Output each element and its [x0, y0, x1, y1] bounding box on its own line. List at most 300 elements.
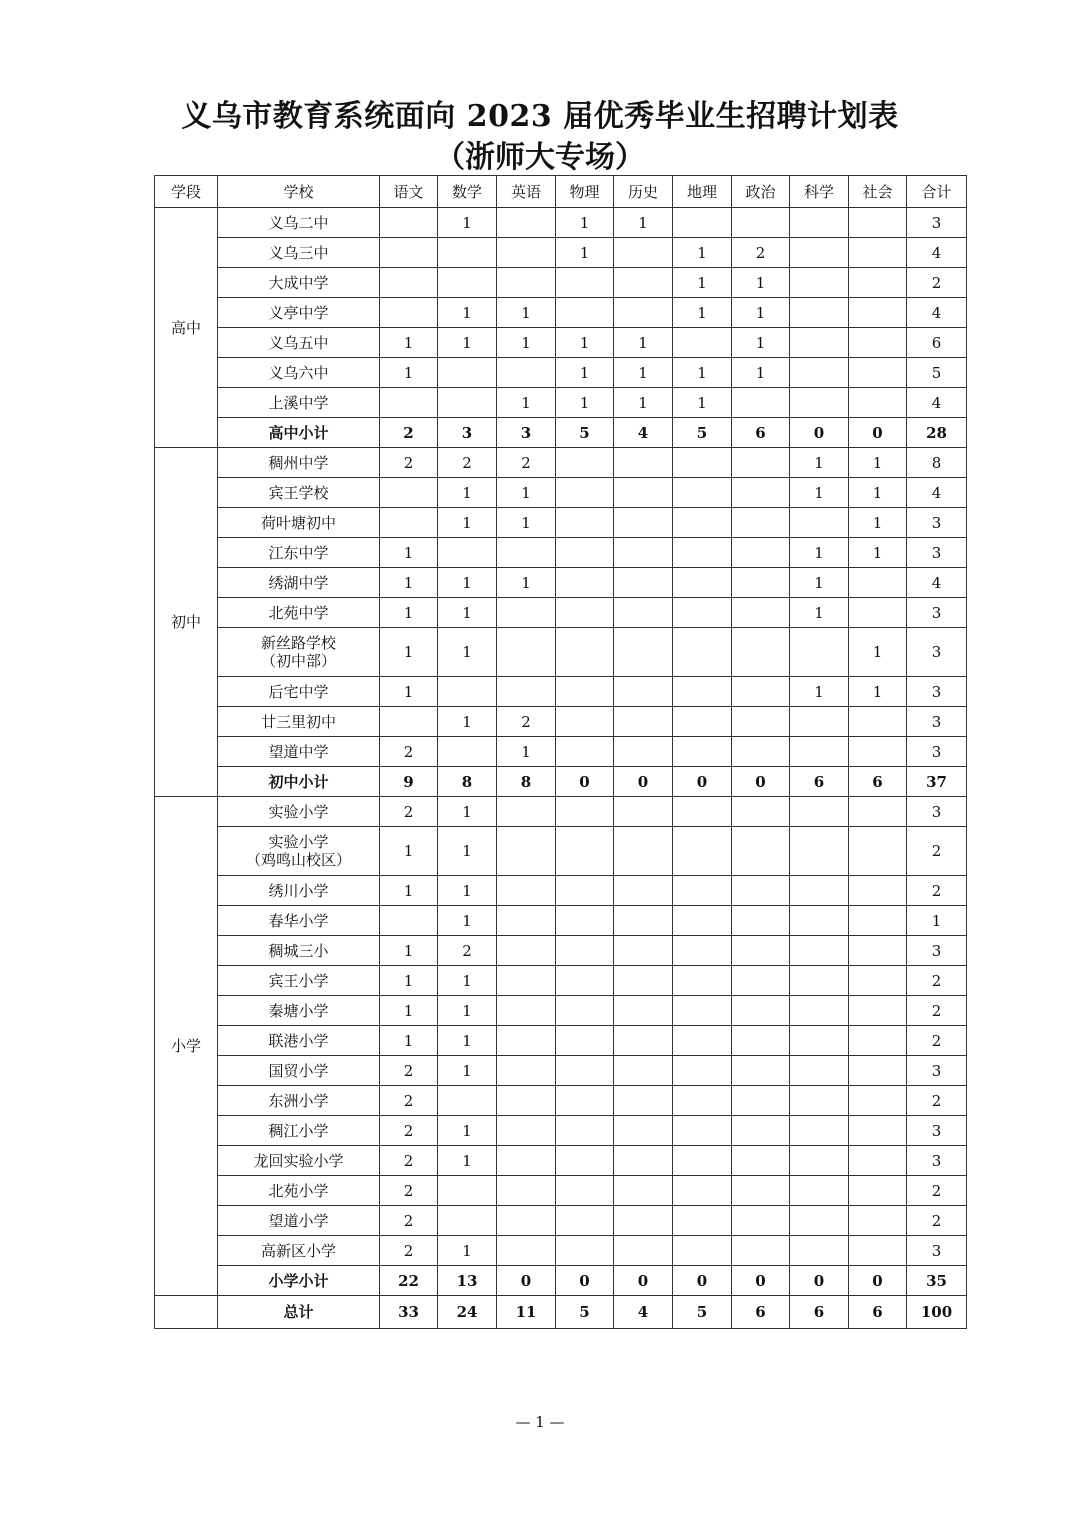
table-row — [155, 238, 967, 268]
table-cell — [673, 1086, 732, 1116]
school-name-cell: 义乌五中 — [218, 328, 380, 358]
table-cell: 2 — [380, 1086, 438, 1116]
table-cell — [732, 1236, 790, 1266]
table-cell: 1 — [497, 298, 556, 328]
table-cell: 1 — [497, 328, 556, 358]
table-cell: 1 — [790, 598, 849, 628]
table-cell — [556, 598, 614, 628]
table-cell — [849, 238, 907, 268]
school-name-cell: 初中小计 — [218, 767, 380, 797]
table-cell — [849, 1176, 907, 1206]
table-cell: 1 — [556, 358, 614, 388]
table-cell: 2 — [380, 1116, 438, 1146]
table-cell: 8 — [438, 767, 497, 797]
table-cell: 0 — [556, 1266, 614, 1296]
table-cell — [556, 1146, 614, 1176]
table-cell: 2 — [907, 1086, 967, 1116]
table-cell — [438, 238, 497, 268]
table-cell — [673, 797, 732, 827]
table-cell — [790, 906, 849, 936]
table-row — [155, 448, 967, 478]
table-cell: 1 — [438, 298, 497, 328]
school-name-cell: 稠州中学 — [218, 448, 380, 478]
table-cell: 8 — [497, 767, 556, 797]
table-cell — [790, 238, 849, 268]
table-cell — [497, 936, 556, 966]
table-row — [155, 598, 967, 628]
table-cell — [497, 797, 556, 827]
table-cell: 3 — [907, 707, 967, 737]
table-cell: 3 — [907, 1116, 967, 1146]
table-cell: 0 — [849, 1266, 907, 1296]
table-cell — [614, 1236, 673, 1266]
table-cell — [497, 268, 556, 298]
table-cell — [849, 906, 907, 936]
table-cell — [849, 966, 907, 996]
column-header: 合计 — [907, 176, 967, 208]
table-cell — [438, 358, 497, 388]
table-cell — [673, 538, 732, 568]
table-cell: 1 — [849, 538, 907, 568]
table-cell: 1 — [497, 737, 556, 767]
table-cell: 0 — [556, 767, 614, 797]
table-cell — [497, 1116, 556, 1146]
table-cell: 2 — [907, 1206, 967, 1236]
table-cell: 3 — [907, 538, 967, 568]
table-cell — [556, 1236, 614, 1266]
column-header: 地理 — [673, 176, 732, 208]
table-cell — [673, 936, 732, 966]
table-cell — [614, 707, 673, 737]
school-name-cell: 北苑小学 — [218, 1176, 380, 1206]
table-cell: 1 — [497, 388, 556, 418]
page-number: — 1 — — [515, 1413, 565, 1431]
table-row — [155, 936, 967, 966]
table-cell: 100 — [907, 1296, 967, 1329]
table-row — [155, 737, 967, 767]
table-cell: 2 — [907, 996, 967, 1026]
table-cell — [732, 1146, 790, 1176]
table-cell: 1 — [438, 1026, 497, 1056]
table-row — [155, 208, 967, 238]
table-cell: 1 — [614, 358, 673, 388]
table-cell — [732, 737, 790, 767]
table-cell — [380, 238, 438, 268]
table-cell — [497, 628, 556, 677]
table-cell — [556, 1086, 614, 1116]
table-cell: 1 — [790, 677, 849, 707]
table-cell — [849, 1086, 907, 1116]
school-name-cell: 北苑中学 — [218, 598, 380, 628]
table-cell — [438, 677, 497, 707]
table-cell: 0 — [790, 1266, 849, 1296]
subtotal-row — [155, 418, 967, 448]
school-name-cell: 荷叶塘初中 — [218, 508, 380, 538]
table-cell: 3 — [907, 208, 967, 238]
table-cell — [673, 1236, 732, 1266]
table-cell: 3 — [907, 1236, 967, 1266]
school-name-cell: 稠江小学 — [218, 1116, 380, 1146]
school-name-cell: 稠城三小 — [218, 936, 380, 966]
table-cell — [673, 876, 732, 906]
school-name-cell: 望道小学 — [218, 1206, 380, 1236]
table-cell: 1 — [907, 906, 967, 936]
table-cell — [732, 1086, 790, 1116]
table-cell: 4 — [614, 1296, 673, 1329]
table-cell: 1 — [732, 358, 790, 388]
table-cell — [732, 1116, 790, 1146]
table-cell: 5 — [673, 1296, 732, 1329]
table-cell: 1 — [438, 906, 497, 936]
subtotal-row — [155, 1266, 967, 1296]
table-cell — [614, 1116, 673, 1146]
table-cell — [732, 996, 790, 1026]
table-cell: 1 — [380, 876, 438, 906]
table-cell: 1 — [497, 478, 556, 508]
school-name-cell: 宾王学校 — [218, 478, 380, 508]
table-cell — [673, 1146, 732, 1176]
table-cell: 1 — [614, 388, 673, 418]
table-cell — [380, 707, 438, 737]
table-cell — [732, 388, 790, 418]
table-cell — [497, 1146, 556, 1176]
table-cell: 1 — [380, 966, 438, 996]
table-cell — [556, 478, 614, 508]
table-cell — [556, 996, 614, 1026]
table-cell: 6 — [790, 1296, 849, 1329]
column-header: 学段 — [155, 176, 218, 208]
table-row — [155, 628, 967, 677]
table-cell — [438, 388, 497, 418]
table-row — [155, 1236, 967, 1266]
table-cell — [497, 1236, 556, 1266]
table-cell — [849, 268, 907, 298]
table-row — [155, 538, 967, 568]
table-cell: 1 — [790, 568, 849, 598]
table-cell: 1 — [673, 268, 732, 298]
table-cell: 1 — [673, 358, 732, 388]
table-cell — [732, 1056, 790, 1086]
table-cell — [614, 677, 673, 707]
table-cell — [790, 1086, 849, 1116]
table-cell — [673, 328, 732, 358]
table-cell — [790, 797, 849, 827]
table-cell: 1 — [380, 827, 438, 876]
school-name-cell: 小学小计 — [218, 1266, 380, 1296]
table-cell: 1 — [732, 268, 790, 298]
table-cell — [614, 1056, 673, 1086]
table-row — [155, 966, 967, 996]
table-cell — [380, 508, 438, 538]
page-subtitle: （浙师大专场） — [435, 140, 645, 175]
column-header: 学校 — [218, 176, 380, 208]
table-cell: 6 — [849, 767, 907, 797]
table-cell — [732, 876, 790, 906]
school-name-cell: 绣川小学 — [218, 876, 380, 906]
table-cell: 2 — [380, 418, 438, 448]
table-cell: 4 — [907, 238, 967, 268]
table-cell: 2 — [380, 1236, 438, 1266]
table-cell — [790, 208, 849, 238]
table-cell: 1 — [380, 1026, 438, 1056]
stage-cell: 高中 — [155, 208, 218, 448]
table-cell — [614, 598, 673, 628]
table-cell: 1 — [438, 797, 497, 827]
table-cell — [556, 568, 614, 598]
subtotal-row — [155, 767, 967, 797]
table-row — [155, 508, 967, 538]
school-name-cell: 东洲小学 — [218, 1086, 380, 1116]
table-row — [155, 1116, 967, 1146]
table-cell — [790, 388, 849, 418]
table-cell — [497, 966, 556, 996]
table-cell: 0 — [614, 1266, 673, 1296]
table-cell — [556, 1206, 614, 1236]
table-cell: 1 — [673, 388, 732, 418]
table-cell — [673, 628, 732, 677]
table-cell: 1 — [673, 298, 732, 328]
table-cell — [556, 797, 614, 827]
table-cell — [497, 1086, 556, 1116]
table-cell — [614, 568, 673, 598]
table-cell — [790, 737, 849, 767]
table-cell: 24 — [438, 1296, 497, 1329]
table-cell — [673, 598, 732, 628]
table-cell — [673, 478, 732, 508]
table-cell — [849, 328, 907, 358]
table-cell: 1 — [380, 538, 438, 568]
table-cell — [790, 1236, 849, 1266]
table-cell — [732, 628, 790, 677]
table-cell — [438, 1206, 497, 1236]
school-name-cell: 春华小学 — [218, 906, 380, 936]
recruitment-plan-table — [154, 175, 967, 1329]
table-cell: 3 — [438, 418, 497, 448]
table-cell — [380, 298, 438, 328]
stage-cell: 初中 — [155, 448, 218, 797]
table-cell: 1 — [790, 478, 849, 508]
table-cell — [614, 1206, 673, 1236]
table-cell: 4 — [907, 388, 967, 418]
school-name-cell: 秦塘小学 — [218, 996, 380, 1026]
table-cell: 1 — [438, 478, 497, 508]
table-cell — [790, 358, 849, 388]
table-cell: 3 — [907, 737, 967, 767]
table-cell — [849, 707, 907, 737]
table-cell — [790, 298, 849, 328]
table-cell — [673, 1026, 732, 1056]
table-cell — [790, 936, 849, 966]
table-row — [155, 1176, 967, 1206]
table-cell: 8 — [907, 448, 967, 478]
table-cell — [849, 1146, 907, 1176]
table-cell: 2 — [380, 1206, 438, 1236]
table-cell: 1 — [438, 1236, 497, 1266]
table-cell: 3 — [907, 1056, 967, 1086]
table-cell — [849, 388, 907, 418]
table-cell: 3 — [497, 418, 556, 448]
table-cell — [732, 936, 790, 966]
table-cell: 0 — [732, 1266, 790, 1296]
table-cell: 0 — [849, 418, 907, 448]
table-cell — [380, 478, 438, 508]
table-cell — [790, 268, 849, 298]
table-cell — [732, 568, 790, 598]
table-header-row — [155, 176, 967, 208]
table-cell: 4 — [907, 568, 967, 598]
table-row — [155, 677, 967, 707]
table-cell — [438, 1086, 497, 1116]
table-cell: 2 — [907, 966, 967, 996]
table-cell — [790, 876, 849, 906]
table-cell: 11 — [497, 1296, 556, 1329]
table-cell: 3 — [907, 1146, 967, 1176]
table-cell — [732, 478, 790, 508]
table-cell — [849, 876, 907, 906]
page-title: 义乌市教育系统面向 2023 届优秀毕业生招聘计划表 — [181, 99, 899, 134]
table-row — [155, 996, 967, 1026]
table-cell — [790, 996, 849, 1026]
table-cell — [380, 906, 438, 936]
table-cell — [790, 966, 849, 996]
school-name-cell: 高新区小学 — [218, 1236, 380, 1266]
table-cell — [556, 298, 614, 328]
table-cell: 1 — [849, 508, 907, 538]
table-cell: 4 — [614, 418, 673, 448]
table-cell: 1 — [556, 328, 614, 358]
school-name-cell: 义亭中学 — [218, 298, 380, 328]
table-cell — [732, 677, 790, 707]
table-row — [155, 298, 967, 328]
table-cell — [497, 1176, 556, 1206]
table-cell — [790, 1116, 849, 1146]
column-header: 社会 — [849, 176, 907, 208]
school-name-cell: 高中小计 — [218, 418, 380, 448]
table-cell — [614, 238, 673, 268]
table-cell — [673, 966, 732, 996]
table-row — [155, 1056, 967, 1086]
table-cell — [614, 628, 673, 677]
table-cell: 2 — [907, 268, 967, 298]
table-cell: 1 — [380, 328, 438, 358]
table-cell: 13 — [438, 1266, 497, 1296]
table-cell: 1 — [732, 328, 790, 358]
school-name-cell: 总计 — [218, 1296, 380, 1329]
empty-stage-cell — [155, 1296, 218, 1329]
school-name-cell: 义乌三中 — [218, 238, 380, 268]
table-cell — [614, 876, 673, 906]
table-cell: 1 — [380, 358, 438, 388]
table-row — [155, 1206, 967, 1236]
table-cell: 1 — [438, 1056, 497, 1086]
table-cell — [497, 358, 556, 388]
table-cell: 0 — [673, 1266, 732, 1296]
table-cell: 1 — [438, 1116, 497, 1146]
table-cell — [673, 996, 732, 1026]
school-name-cell: 新丝路学校 （初中部） — [218, 628, 380, 677]
table-cell — [849, 737, 907, 767]
table-cell: 2 — [907, 827, 967, 876]
table-cell — [614, 268, 673, 298]
table-cell — [556, 538, 614, 568]
table-cell — [556, 906, 614, 936]
table-cell: 0 — [497, 1266, 556, 1296]
table-cell — [673, 448, 732, 478]
table-cell: 1 — [497, 508, 556, 538]
table-cell: 9 — [380, 767, 438, 797]
table-cell — [556, 876, 614, 906]
table-cell: 2 — [438, 448, 497, 478]
table-cell: 2 — [380, 737, 438, 767]
total-row — [155, 1296, 967, 1329]
table-cell: 1 — [380, 568, 438, 598]
table-cell — [849, 1206, 907, 1236]
table-cell — [614, 936, 673, 966]
table-cell: 1 — [380, 677, 438, 707]
table-cell — [673, 737, 732, 767]
table-cell: 5 — [907, 358, 967, 388]
table-cell — [849, 1056, 907, 1086]
table-cell — [497, 208, 556, 238]
table-cell: 1 — [380, 628, 438, 677]
table-cell — [732, 966, 790, 996]
table-cell: 2 — [907, 876, 967, 906]
table-cell — [614, 737, 673, 767]
table-cell — [849, 1026, 907, 1056]
table-cell — [849, 996, 907, 1026]
table-cell — [849, 797, 907, 827]
table-cell: 1 — [849, 478, 907, 508]
table-cell — [732, 827, 790, 876]
column-header: 物理 — [556, 176, 614, 208]
table-cell — [673, 906, 732, 936]
table-cell — [497, 906, 556, 936]
table-cell: 6 — [732, 1296, 790, 1329]
table-cell: 6 — [849, 1296, 907, 1329]
table-cell: 33 — [380, 1296, 438, 1329]
table-cell: 2 — [497, 707, 556, 737]
table-cell — [614, 298, 673, 328]
school-name-cell: 上溪中学 — [218, 388, 380, 418]
table-cell — [849, 827, 907, 876]
table-cell — [556, 1056, 614, 1086]
table-cell — [673, 1116, 732, 1146]
table-row — [155, 827, 967, 876]
table-cell: 2 — [380, 1146, 438, 1176]
table-cell: 0 — [790, 418, 849, 448]
table-row — [155, 568, 967, 598]
table-cell — [732, 538, 790, 568]
column-header: 数学 — [438, 176, 497, 208]
school-name-cell: 义乌六中 — [218, 358, 380, 388]
table-cell — [790, 707, 849, 737]
table-cell — [556, 707, 614, 737]
table-cell: 2 — [497, 448, 556, 478]
table-cell: 1 — [380, 996, 438, 1026]
table-cell — [497, 876, 556, 906]
table-row — [155, 388, 967, 418]
table-cell — [673, 568, 732, 598]
column-header: 政治 — [732, 176, 790, 208]
table-cell: 1 — [380, 936, 438, 966]
table-cell — [614, 906, 673, 936]
table-cell — [673, 827, 732, 876]
table-cell: 1 — [438, 628, 497, 677]
table-cell — [614, 478, 673, 508]
table-cell: 35 — [907, 1266, 967, 1296]
table-cell: 2 — [732, 238, 790, 268]
school-name-cell: 义乌二中 — [218, 208, 380, 238]
